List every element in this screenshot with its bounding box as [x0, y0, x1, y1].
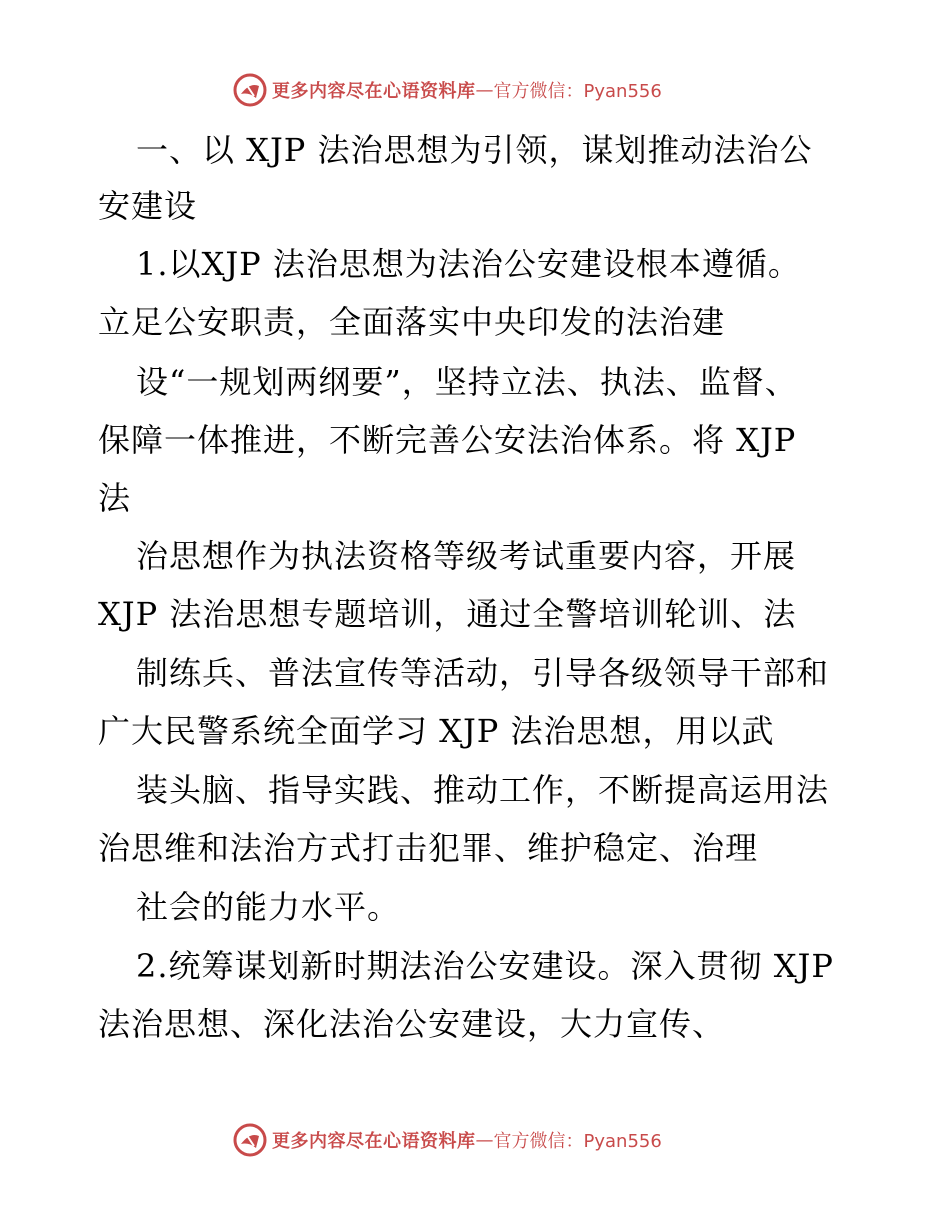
paragraph-line: 2.统筹谋划新时期法治公安建设。深入贯彻 XJP	[136, 947, 834, 985]
paragraph-line: 设“一规划两纲要”，坚持立法、执法、监督、	[136, 363, 798, 401]
paragraph-line: 制练兵、普法宣传等活动，引导各级领导干部和	[136, 654, 830, 692]
paragraph-line: 保障一体推进，不断完善公安法治体系。将 XJP	[98, 421, 797, 459]
watermark-wechat-text: 官方微信：Pyan556	[493, 81, 662, 102]
watermark-wechat-text: 官方微信：Pyan556	[493, 1131, 662, 1152]
watermark-dash: —	[475, 1129, 494, 1151]
heading-line-1: 一、以 XJP 法治思想为引领，谋划推动法治公	[136, 131, 813, 169]
footer-watermark	[232, 1120, 662, 1160]
header-watermark	[232, 70, 662, 110]
book-logo-icon	[232, 72, 268, 108]
paragraph-line: 社会的能力水平。	[136, 888, 401, 926]
watermark-main-text: 更多内容尽在心语资料库	[272, 81, 476, 102]
heading-line-2: 安建设	[98, 187, 198, 225]
paragraph-line: 广大民警系统全面学习 XJP 法治思想，用以武	[98, 712, 775, 750]
paragraph-line: 治思想作为执法资格等级考试重要内容，开展	[136, 537, 797, 575]
paragraph-line: 1.以XJP 法治思想为法治公安建设根本遵循。	[136, 245, 801, 283]
paragraph-line: 治思维和法治方式打击犯罪、维护稳定、治理	[98, 829, 759, 867]
watermark-main-text: 更多内容尽在心语资料库	[272, 1131, 476, 1152]
paragraph-line: 装头脑、指导实践、推动工作，不断提高运用法	[136, 771, 830, 809]
paragraph-line: 立足公安职责，全面落实中央印发的法治建	[98, 303, 726, 341]
paragraph-line: XJP 法治思想专题培训，通过全警培训轮训、法	[98, 595, 797, 633]
paragraph-line: 法治思想、深化法治公安建设，大力宣传、	[98, 1005, 726, 1043]
paragraph-line: 法	[98, 479, 132, 517]
watermark-dash: —	[475, 79, 494, 101]
book-logo-icon	[232, 1122, 268, 1158]
